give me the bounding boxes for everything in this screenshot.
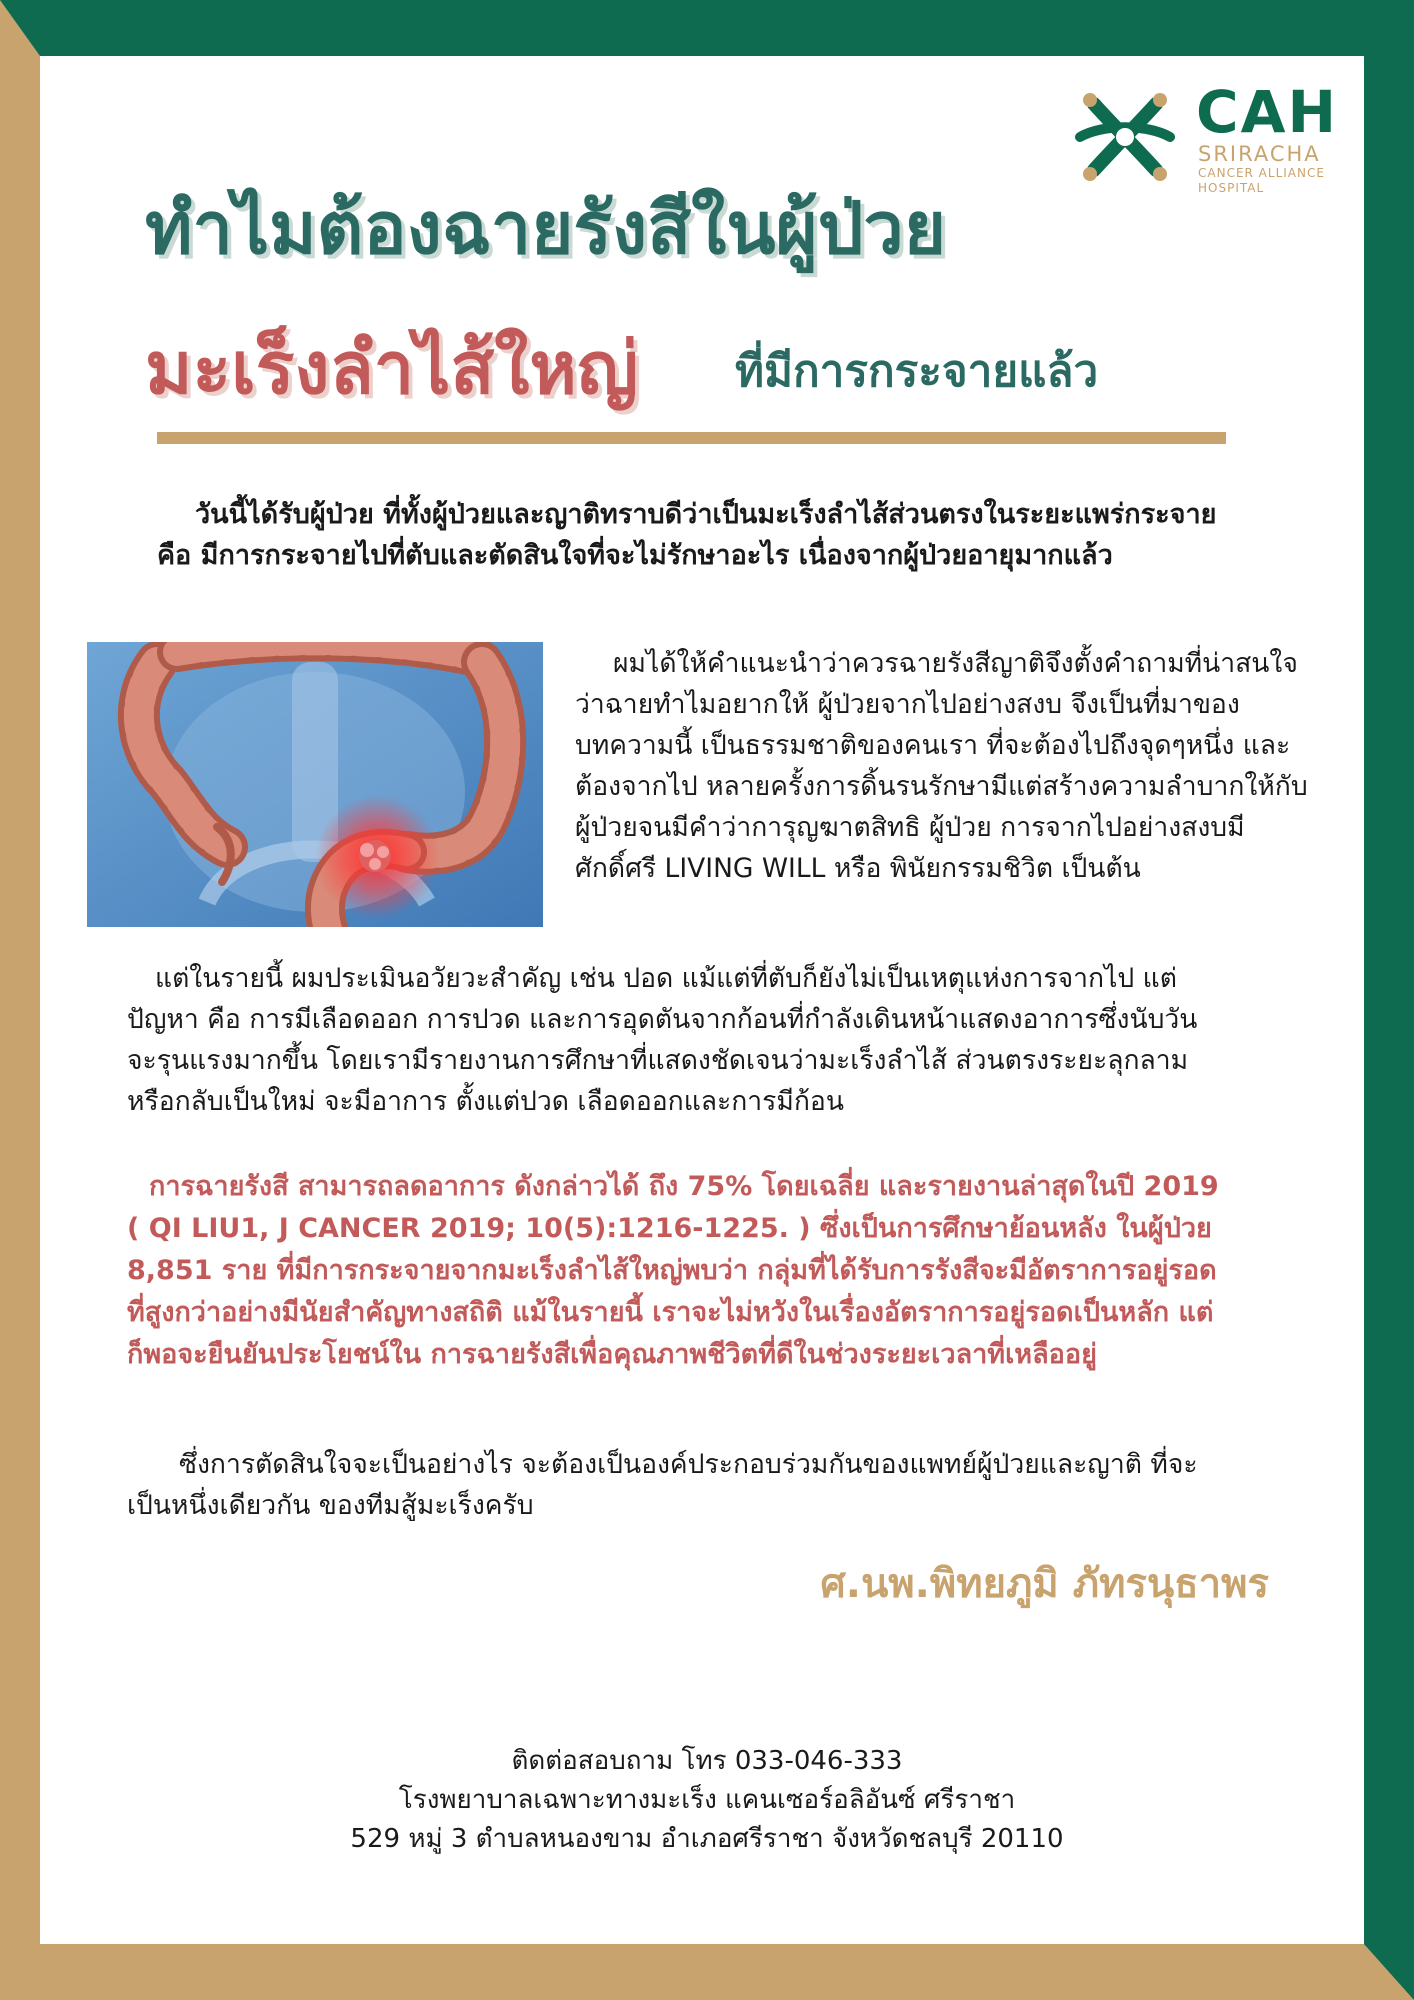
colon-tumor-illustration: [87, 642, 543, 927]
title-line-1: ทำไมต้องฉายรังสีในผู้ป่วย: [145, 186, 947, 270]
closing-paragraph: ซึ่งการตัดสินใจจะเป็นอย่างไร จะต้องเป็นองค์ประกอบร่วมกันของแพทย์ผู้ป่วยและญาติ ที่จะเป็นหนึ่งเดียวกัน ของทีมสู้มะเร็งครับ: [127, 1449, 1198, 1521]
advice-paragraph: ผมได้ให้คำแนะนำว่าควรฉายรังสีญาติจึงตั้งคำถามที่น่าสนใจว่าฉายทำไมอยากให้ ผู้ป่วยจากไปอย่างสงบ จึงเป็นที่มาของบทความนี้ เป็นธรรมชาติของคนเรา ที่จะต้องไปถึงจุดๆหนึ่ง และต้องจากไป หลายครั้งการดิ้นรนรักษามีแต่สร้างความลำบากให้กับผู้ป่วยจนมีคำว่าการุญฆาตสิทธิ ผู้ป่วย การจากไปอย่างสงบมีศักดิ์ศรี LIVING WILL หรือ พินัยกรรมชิวิต เป็นต้น: [575, 648, 1308, 884]
evidence-paragraph: การฉายรังสี สามารถลดอาการ ดังกล่าวได้ ถึง 75% โดยเฉลี่ย และรายงานล่าสุดในปี 2019 ( QI LIU1, J CANCER 2019; 10(5):1216-1225. ) ซึ่งเป็นการศึกษาย้อนหลัง ในผู้ป่วย 8,851 ราย ที่มีการกระจายจากมะเร็งลำไส้ใหญ่พบว่า กลุ่มที่ได้รับการรังสีจะมีอัตราการอยู่รอดที่สูงกว่าอย่างมีนัยสำคัญทางสถิติ แม้ในรายนี้ เราจะไม่หวังในเรื่องอัตราการอยู่รอดเป็นหลัก แต่ก็พอจะยืนยันประโยชน์ใน การฉายรังสีเพื่อคุณภาพชีวิตที่ดีในช่วงระยะเวลาที่เหลืออยู่: [127, 1171, 1219, 1370]
colon-illustration-graphic: [87, 642, 543, 927]
author-signature: ศ.นพ.พิทยภูมิ ภัทรนุธาพร: [820, 1561, 1269, 1607]
logo-name: CAH: [1196, 78, 1338, 146]
hospital-address: 529 หมู่ 3 ตำบลหนองขาม อำเภอศรีราชา จังหวัดชลบุรี 20110: [350, 1824, 1064, 1854]
logo-tagline-1: CANCER ALLIANCE: [1198, 166, 1325, 180]
logo-location: SRIRACHA: [1198, 142, 1321, 166]
contact-phone: ติดต่อสอบถาม โทร 033-046-333: [511, 1746, 903, 1776]
title-divider: [157, 432, 1226, 444]
cah-ribbon-logo-icon: [1072, 84, 1178, 190]
logo-tagline-2: HOSPITAL: [1198, 181, 1265, 195]
case-paragraph: แต่ในรายนี้ ผมประเมินอวัยวะสำคัญ เช่น ปอด แม้แต่ที่ตับก็ยังไม่เป็นเหตุแห่งการจากไป แต่ปัญหา คือ การมีเลือดออก การปวด และการอุดตันจากก้อนที่กำลังเดินหน้าแสดงอาการซึ่งนับวันจะรุนแรงมากขึ้น โดยเรามีรายงานการศึกษาที่แสดงชัดเจนว่ามะเร็งลำไส้ ส่วนตรงระยะลุกลามหรือกลับเป็นใหม่ จะมีอาการ ตั้งแต่ปวด เลือดออกและการมีก้อน: [127, 963, 1198, 1117]
intro-paragraph: วันนี้ได้รับผู้ป่วย ที่ทั้งผู้ป่วยและญาติทราบดีว่าเป็นมะเร็งลำไส้ส่วนตรงในระยะแพร่กระจาย คือ มีการกระจายไปที่ตับและตัดสินใจที่จะไม่รักษาอะไร เนื่องจากผู้ป่วยอายุมากแล้ว: [157, 499, 1217, 571]
hospital-logo: [1072, 78, 1344, 200]
title-line-2-main: มะเร็งลำไส้ใหญ่: [145, 326, 639, 410]
title-line-2-suffix: ที่มีการกระจายแล้ว: [735, 346, 1099, 397]
contact-footer: [0, 1742, 1414, 1859]
hospital-name: โรงพยาบาลเฉพาะทางมะเร็ง แคนเซอร์อลิอันซ์ ศรีราชา: [398, 1785, 1016, 1815]
